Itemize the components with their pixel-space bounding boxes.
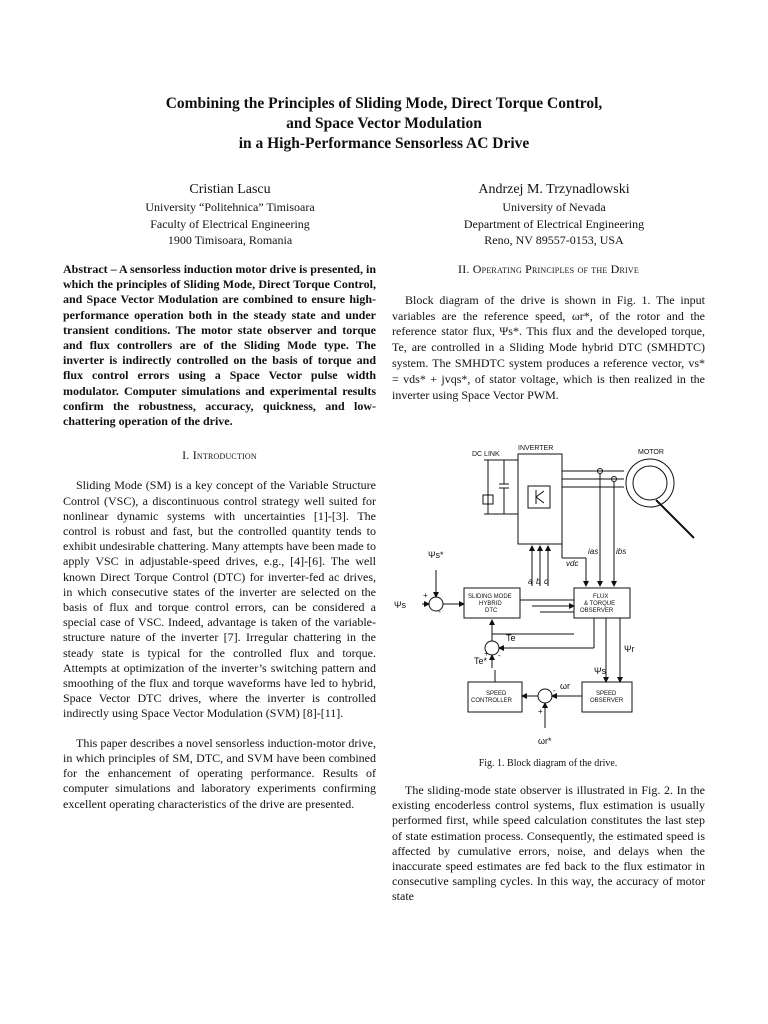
author-department: Faculty of Electrical Engineering <box>150 216 310 231</box>
minus-sign: - <box>498 651 501 660</box>
section-heading-introduction: I. Introduction <box>182 448 257 463</box>
plus-sign: + <box>423 591 428 600</box>
ias-label: ias <box>588 547 599 556</box>
te-ref-label: Te* <box>474 656 488 666</box>
psi-r-hat-label: Ψr <box>624 644 635 654</box>
speed-observer-label-2: OBSERVER <box>590 698 624 704</box>
title-line-2: and Space Vector Modulation <box>286 115 482 132</box>
operating-paragraph-2: The sliding-mode state observer is illustrated in Fig. 2. In the existing encoderless control systems, flux estimation is usually performed first, while speed calculation constitutes the last step of state estimation process. Consequently, the estimated speed is affected by cumulative errors, noise, and delays when the inaccurate speed estimates are fed back to the flux estimator in consecutive sampling cycles. In this way, the accuracy of motor state <box>392 783 705 904</box>
minus-sign: - <box>438 607 441 616</box>
figure-block-diagram <box>388 438 718 758</box>
phase-b-label: b <box>536 577 541 586</box>
phase-a-label: a <box>528 577 533 586</box>
section-heading-operating-principles: II. Operating Principles of the Drive <box>458 262 639 276</box>
title-line-1: Combining the Principles of Sliding Mode, Direct Torque Control, <box>165 95 603 112</box>
author-block-2 <box>404 180 704 249</box>
abstract: Abstract – A sensorless induction motor drive is presented, in which the principles of Sliding Mode, Direct Torque Control, and Space Vector Modulation are combined to ensure high-performance operation both in the steady state and under transient conditions. The motor state observer and torque and flux controllers are of the Sliding Mode type. The inverter is indirectly controlled on the basis of torque and flux control errors using a Space Vector pulse width modulator. Computer simulations and experimental results confirm the robustness, accuracy, quickness, and low-chattering operation of the drive. <box>63 262 376 429</box>
smhdtc-label-2: HYBRID <box>479 601 502 607</box>
wr-hat-label: ωr <box>560 681 571 691</box>
author-block-1 <box>80 180 380 249</box>
title-line-3: in a High-Performance Sensorless AC Drive <box>238 135 530 152</box>
flux-observer-label-3: OBSERVER <box>580 608 614 614</box>
speed-controller-label-2: CONTROLLER <box>471 698 513 704</box>
figure-caption: Fig. 1. Block diagram of the drive. <box>478 758 618 769</box>
smhdtc-label-3: DTC <box>485 608 498 614</box>
phase-c-label: c <box>544 577 548 586</box>
flux-observer-label-2: & TORQUE <box>584 601 616 607</box>
smhdtc-label-1: SLIDING MODE <box>468 594 512 600</box>
author-affiliation: University “Politehnica” Timisoara <box>145 200 315 214</box>
psi-ref-label: Ψs* <box>428 550 444 560</box>
flux-observer-label-1: FLUX <box>593 594 609 600</box>
minus-sign: - <box>553 686 556 695</box>
right-column-top <box>392 262 705 403</box>
plus-sign: + <box>538 707 543 716</box>
plus-sign: + <box>484 649 489 658</box>
speed-controller-label-1: SPEED <box>486 691 507 697</box>
dc-link-label: DC LINK <box>472 451 500 458</box>
author-name: Cristian Lascu <box>189 182 271 197</box>
speed-observer-label-1: SPEED <box>596 691 617 697</box>
operating-paragraph-1: Block diagram of the drive is shown in Fig. 1. The input variables are the reference speed, ωr*, of the rotor and the reference stator flux, Ψs*. This flux and the developed torque, Te, are controlled in a Sliding Mode hybrid DTC (SMHDTC) system. The SMHDTC system produces a reference vector, vs* = vds* + jvqs*, of stator voltage, which is then realized in the inverter using Space Vector PWM. <box>392 292 705 402</box>
intro-paragraph-1: Sliding Mode (SM) is a key concept of the Variable Structure Control (VSC), a discontinuous control strategy well suited for nonlinear dynamic systems with uncertainties [1]-[3]. The control is robust and fast, but the controlled quantity tends to exhibit undesirable chattering. Many attempts have been made to apply VSC in adjustable-speed drives, e.g., [4]-[6]. The well known Direct Torque Control (DTC) for inverter-fed ac drives, in which consecutive states of the inverter are selected on the basis of flux and torque control errors, can be considered a special case of VSC. Indeed, advantage is taken of the variable-structure nature of the inverter [7]. Irregular chattering in the steady state is typical for the controlled flux and torque. Attempts at optimization of the inverter’s switching pattern and smoothing of the flux and torque waveforms have led to hybrid, Space Vector DTC drives, where the inverter is controlled indirectly using Space Vector Modulation (SVM) [8]-[11]. <box>63 478 376 721</box>
author-address: 1900 Timisoara, Romania <box>167 233 293 247</box>
paper-title <box>0 94 768 154</box>
right-column-bottom <box>392 783 705 905</box>
ibs-label: ibs <box>616 547 627 556</box>
psi-hat-in-label: Ψs <box>394 600 407 610</box>
intro-paragraph-2: This paper describes a novel sensorless induction-motor drive, in which principles of SM, DTC, and SVM have been combined for the enhancement of operating performance. Results of computer simulations and laboratory experiments confirming excellent operating characteristics of the drive are presented. <box>63 735 376 811</box>
inverter-label: INVERTER <box>518 445 554 452</box>
author-affiliation: University of Nevada <box>502 200 606 214</box>
vdc-label: vdc <box>566 559 579 568</box>
motor-label: MOTOR <box>638 449 664 456</box>
author-department: Department of Electrical Engineering <box>463 216 645 231</box>
author-address: Reno, NV 89557-0153, USA <box>484 233 624 247</box>
left-column <box>63 262 376 812</box>
author-name: Andrzej M. Trzynadlowski <box>478 182 630 197</box>
te-hat-label: Te <box>506 633 516 643</box>
psi-hat-out-label: Ψs <box>594 666 607 676</box>
wr-ref-label: ωr* <box>538 736 552 746</box>
